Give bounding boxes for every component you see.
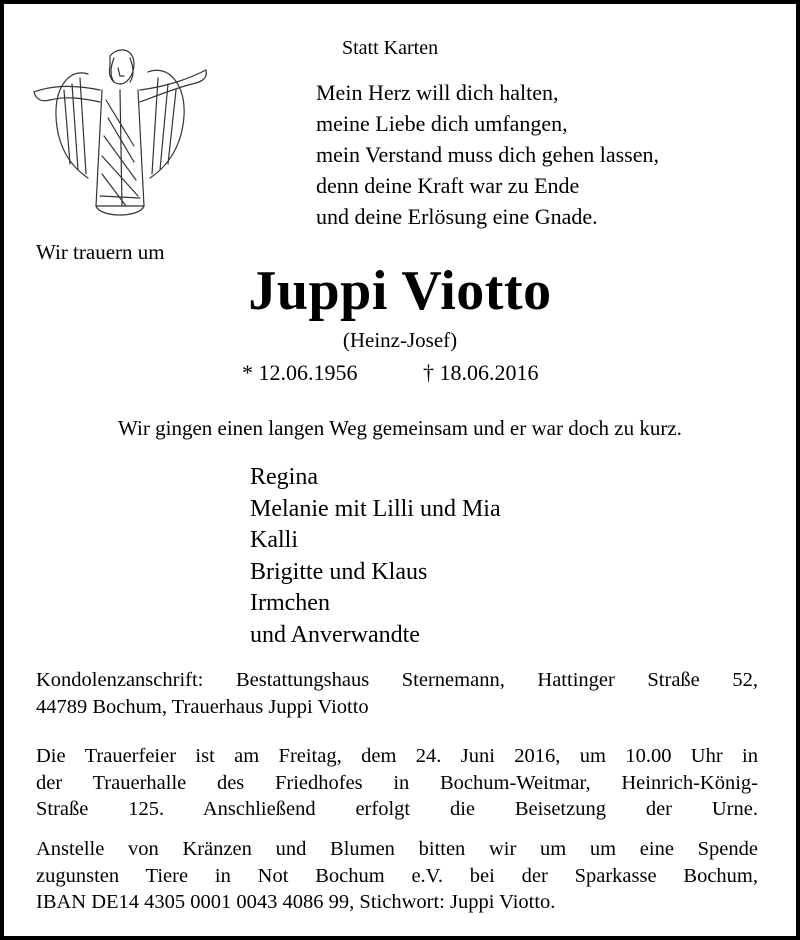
mourner: Brigitte und Klaus xyxy=(250,558,428,585)
poem xyxy=(316,77,659,232)
condolence-line: 44789 Bochum, Trauerhaus Juppi Viotto xyxy=(36,695,369,718)
mourner: und Anverwandte xyxy=(250,621,420,648)
ceremony-line: Die Trauerfeier ist am Freitag, dem 24. Juni 2016, um 10.00 Uhr in xyxy=(36,745,758,767)
ceremony-line: der Trauerhalle des Friedhofes in Bochum-Weitmar, Heinrich-König- xyxy=(36,771,758,794)
mourners-list xyxy=(250,462,501,651)
angel-illustration xyxy=(30,46,210,224)
mourner: Regina xyxy=(250,464,318,490)
poem-line: meine Liebe dich umfangen, xyxy=(316,111,568,136)
ceremony-info xyxy=(36,743,758,823)
ceremony-line: Straße 125. Anschließend erfolgt die Beisetzung der Urne. xyxy=(36,798,758,820)
donation-line: Anstelle von Kränzen und Blumen bitten wir um um eine Spende xyxy=(36,838,758,860)
donation-info xyxy=(36,836,758,916)
deceased-name: Juppi Viotto xyxy=(248,260,552,322)
intro-text: Wir trauern um xyxy=(36,240,165,264)
quote: Wir gingen einen langen Weg gemeinsam und er war doch zu kurz. xyxy=(118,416,682,440)
condolence-line: Kondolenzanschrift: Bestattungshaus Sternemann, Hattinger Straße 52, xyxy=(36,669,758,691)
donation-line: zugunsten Tiere in Not Bochum e.V. bei der Sparkasse Bochum, xyxy=(36,864,758,887)
donation-line: IBAN DE14 4305 0001 0043 4086 99, Stichwort: Juppi Viotto. xyxy=(36,891,556,913)
death-date: † 18.06.2016 xyxy=(423,360,539,385)
poem-line: denn deine Kraft war zu Ende xyxy=(316,173,580,198)
header-statt-karten: Statt Karten xyxy=(342,37,439,59)
mourner: Kalli xyxy=(250,527,298,553)
mourner: Irmchen xyxy=(250,590,330,616)
birth-date: * 12.06.1956 xyxy=(242,360,358,385)
poem-line: Mein Herz will dich halten, xyxy=(316,80,559,105)
mourner: Melanie mit Lilli und Mia xyxy=(250,495,501,522)
poem-line: und deine Erlösung eine Gnade. xyxy=(316,204,598,229)
deceased-nickname: (Heinz-Josef) xyxy=(342,328,458,352)
condolence-address xyxy=(36,667,758,720)
poem-line: mein Verstand muss dich gehen lassen, xyxy=(316,142,659,167)
